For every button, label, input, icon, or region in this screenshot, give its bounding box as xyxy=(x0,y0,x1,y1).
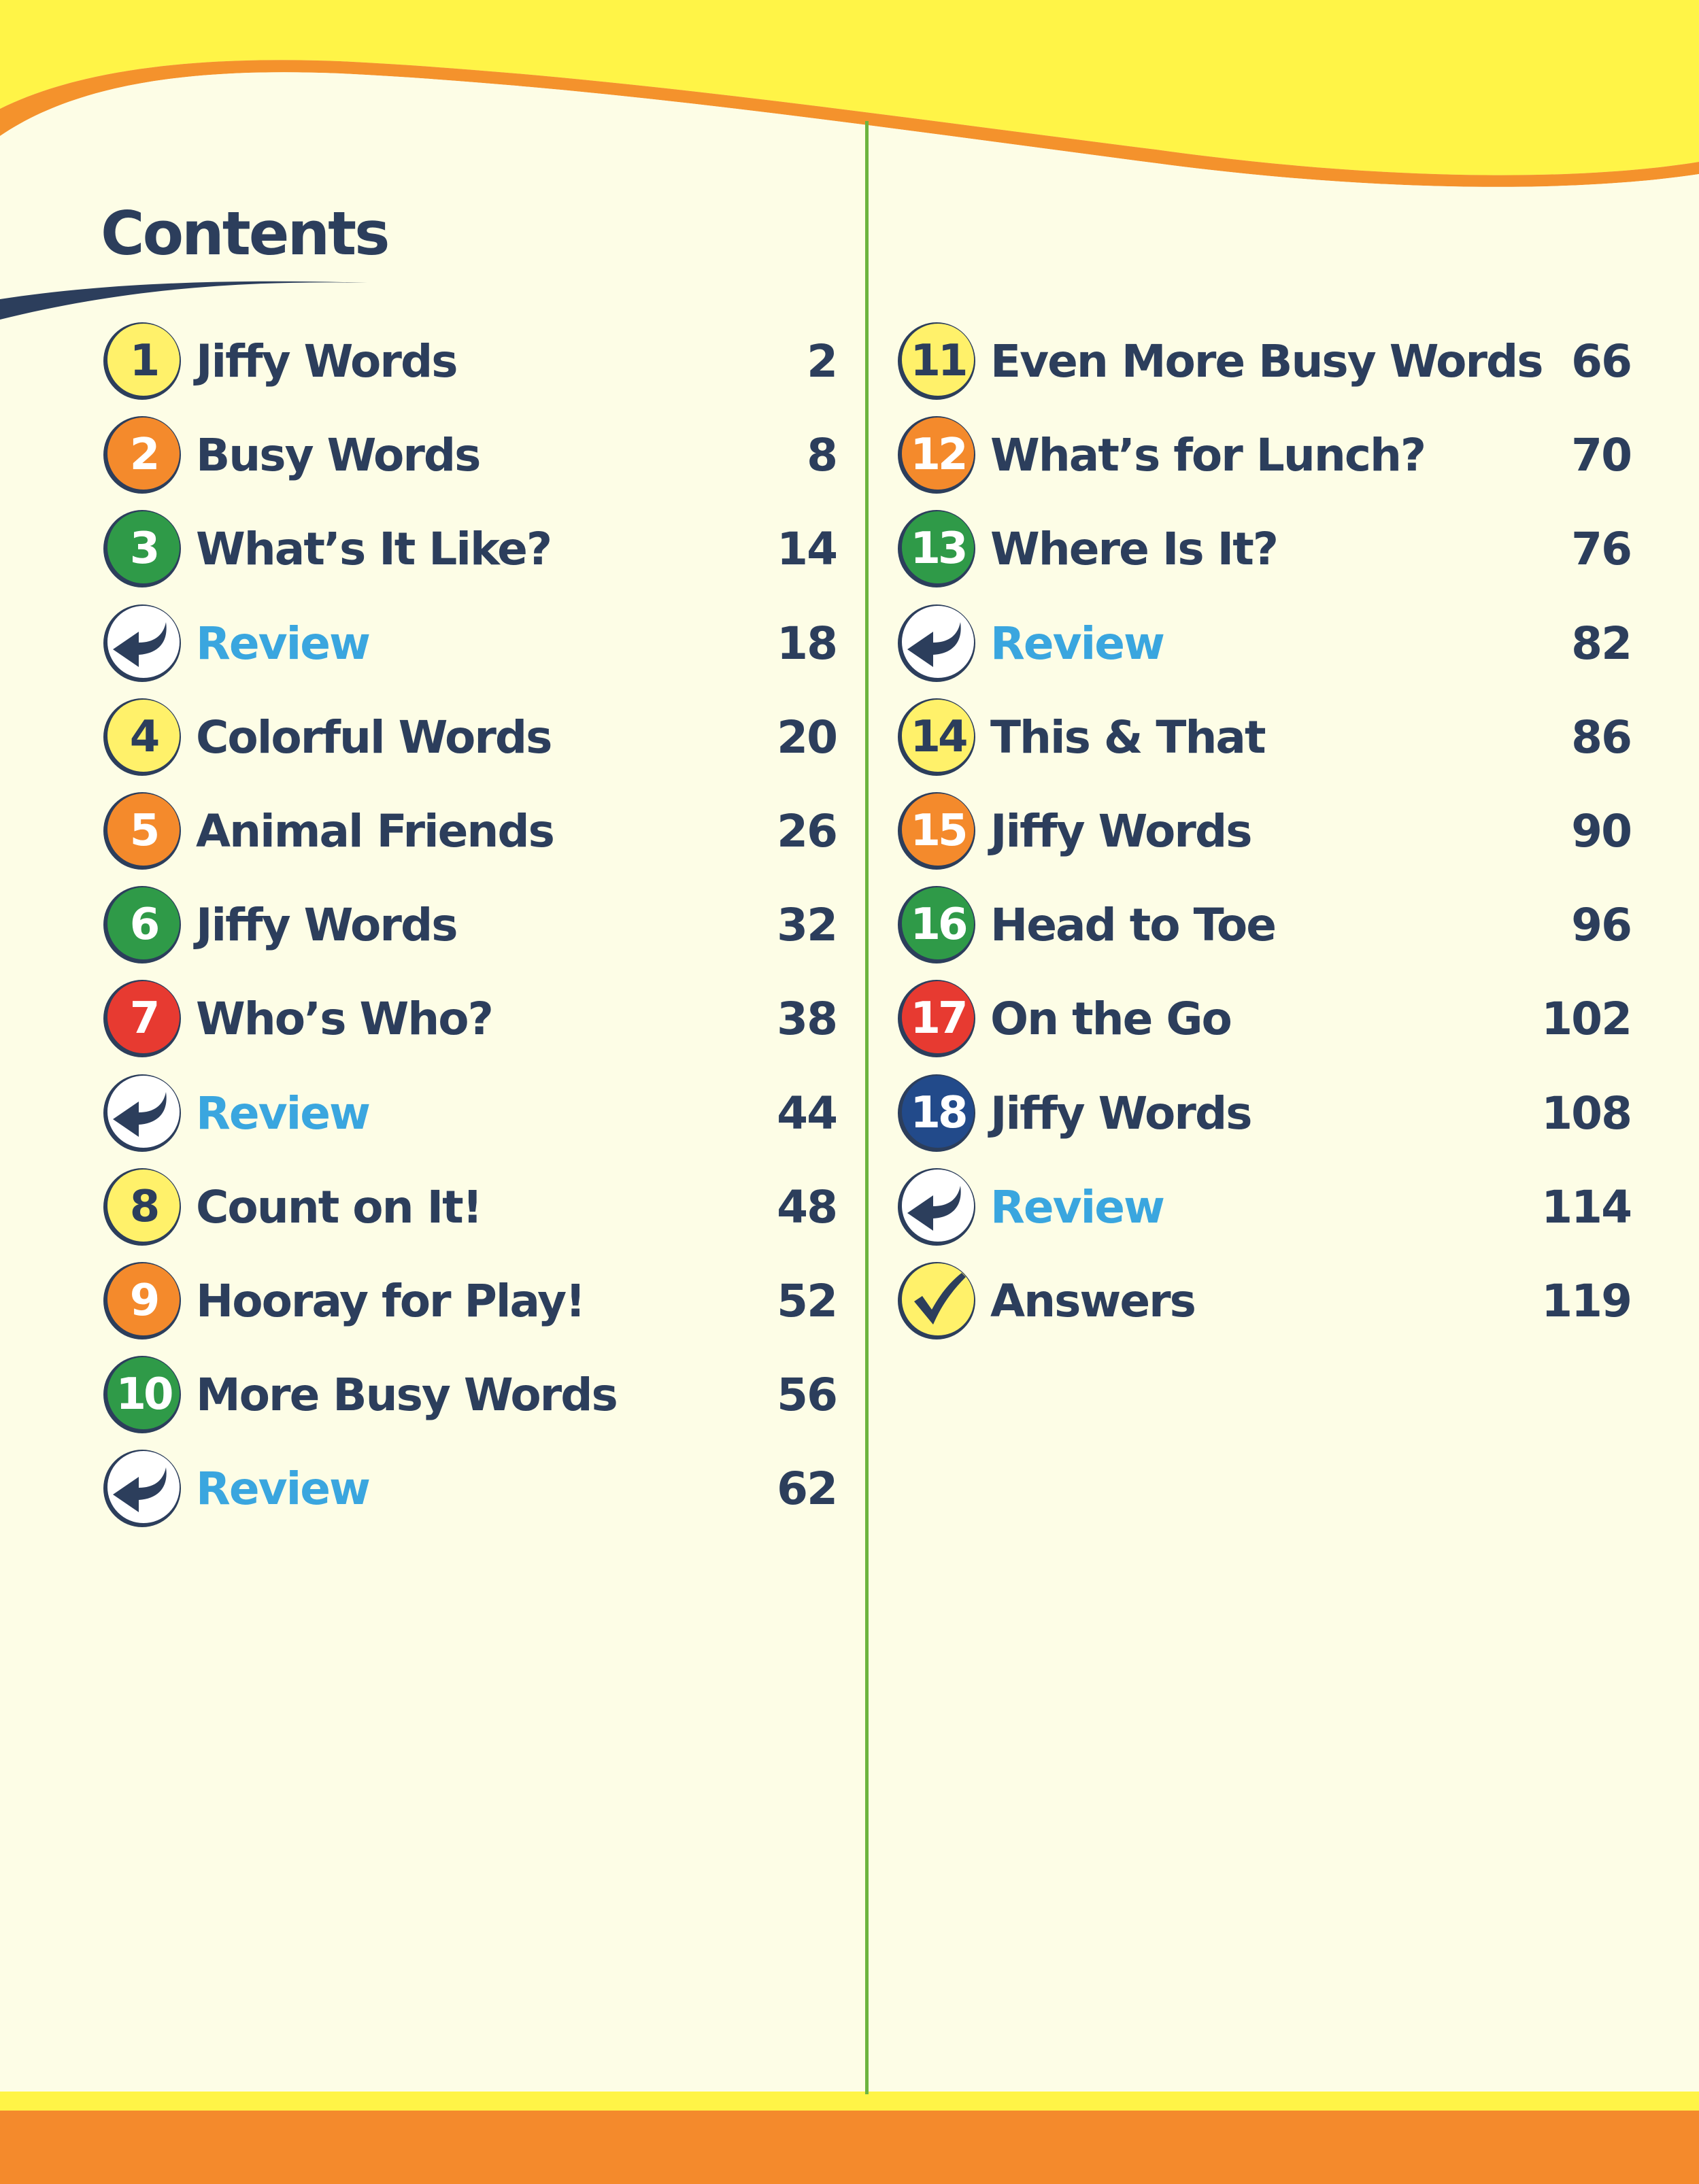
unit-number: 2 xyxy=(129,430,158,480)
unit-entry xyxy=(895,789,1631,874)
entry-page-number: 90 xyxy=(1571,805,1631,857)
unit-number-badge xyxy=(101,789,184,872)
unit-number: 18 xyxy=(910,1088,966,1138)
review-arrow-icon xyxy=(895,1165,978,1248)
entry-page-number: 48 xyxy=(777,1181,837,1233)
review-entry xyxy=(101,602,837,686)
unit-number: 1 xyxy=(129,336,158,386)
unit-number: 11 xyxy=(910,336,966,386)
unit-entry xyxy=(895,696,1631,780)
entry-title: Who’s Who? xyxy=(196,993,492,1045)
checkmark-icon xyxy=(895,1259,978,1342)
unit-number: 5 xyxy=(129,806,158,856)
unit-number-badge xyxy=(895,883,978,966)
unit-number: 15 xyxy=(910,806,966,856)
unit-entry xyxy=(101,320,837,404)
answers-entry xyxy=(895,1259,1631,1344)
entry-title: Answers xyxy=(990,1275,1195,1327)
unit-number-badge xyxy=(101,977,184,1060)
unit-number: 13 xyxy=(910,524,966,574)
entry-title: This & That xyxy=(990,711,1265,764)
unit-number-badge xyxy=(101,1165,184,1248)
unit-number: 16 xyxy=(910,900,966,950)
unit-entry xyxy=(895,883,1631,968)
unit-number-badge xyxy=(101,696,184,779)
entry-page-number: 66 xyxy=(1571,335,1631,388)
entry-page-number: 82 xyxy=(1571,617,1631,670)
entry-page-number: 8 xyxy=(807,429,837,481)
unit-entry xyxy=(101,1353,837,1437)
entry-title: Count on It! xyxy=(196,1181,482,1233)
entry-page-number: 20 xyxy=(777,711,837,764)
entry-title: What’s for Lunch? xyxy=(990,429,1426,481)
entry-title: Jiffy Words xyxy=(196,899,457,951)
unit-number: 9 xyxy=(129,1276,158,1326)
unit-number: 10 xyxy=(116,1369,171,1420)
entry-title: Even More Busy Words xyxy=(990,335,1543,388)
unit-entry xyxy=(895,977,1631,1061)
unit-number-badge xyxy=(895,507,978,590)
entry-title: On the Go xyxy=(990,993,1231,1045)
unit-number-badge xyxy=(895,977,978,1060)
entry-page-number: 62 xyxy=(777,1463,837,1515)
unit-number-badge xyxy=(895,320,978,403)
unit-entry xyxy=(895,320,1631,404)
unit-entry xyxy=(101,1165,837,1250)
unit-entry xyxy=(101,507,837,592)
entry-title: Review xyxy=(196,617,369,670)
unit-entry xyxy=(101,789,837,874)
unit-number-badge xyxy=(895,696,978,779)
entry-title: Review xyxy=(196,1087,369,1140)
entry-title: Busy Words xyxy=(196,429,480,481)
review-entry xyxy=(101,1072,837,1156)
unit-number: 12 xyxy=(910,430,966,480)
review-arrow-icon xyxy=(101,1447,184,1530)
unit-number: 14 xyxy=(910,712,966,762)
entry-page-number: 38 xyxy=(777,993,837,1045)
entry-page-number: 32 xyxy=(777,899,837,951)
unit-number-badge xyxy=(101,1259,184,1342)
entry-title: Review xyxy=(990,1181,1164,1233)
unit-entry xyxy=(101,883,837,968)
review-entry xyxy=(895,1165,1631,1250)
entry-page-number: 44 xyxy=(777,1087,837,1140)
unit-entry xyxy=(101,696,837,780)
entry-page-number: 52 xyxy=(777,1275,837,1327)
unit-number-badge xyxy=(895,789,978,872)
entry-title: Jiffy Words xyxy=(990,1087,1251,1140)
unit-number: 3 xyxy=(129,524,158,574)
review-entry xyxy=(101,1447,837,1531)
unit-entry xyxy=(895,413,1631,498)
review-entry xyxy=(895,602,1631,686)
unit-number-badge xyxy=(101,320,184,403)
unit-entry xyxy=(895,1072,1631,1156)
unit-number-badge xyxy=(895,413,978,496)
column-divider xyxy=(865,121,869,2094)
entry-page-number: 114 xyxy=(1541,1181,1631,1233)
entry-title: More Busy Words xyxy=(196,1369,617,1421)
entry-page-number: 108 xyxy=(1541,1087,1631,1140)
unit-entry xyxy=(101,1259,837,1344)
unit-number: 7 xyxy=(129,993,158,1044)
entry-title: Review xyxy=(990,617,1164,670)
entry-page-number: 56 xyxy=(777,1369,837,1421)
review-arrow-icon xyxy=(101,1072,184,1155)
entry-title: Head to Toe xyxy=(990,899,1275,951)
entry-title: Jiffy Words xyxy=(990,805,1251,857)
unit-entry xyxy=(101,413,837,498)
entry-page-number: 119 xyxy=(1541,1275,1631,1327)
entry-page-number: 70 xyxy=(1571,429,1631,481)
entry-page-number: 18 xyxy=(777,617,837,670)
entry-page-number: 14 xyxy=(777,523,837,575)
entry-title: Where Is It? xyxy=(990,523,1278,575)
unit-number: 8 xyxy=(129,1182,158,1232)
entry-page-number: 2 xyxy=(807,335,837,388)
unit-number-badge xyxy=(895,1072,978,1155)
entry-title: Animal Friends xyxy=(196,805,554,857)
entry-page-number: 96 xyxy=(1571,899,1631,951)
entry-page-number: 102 xyxy=(1541,993,1631,1045)
page-title: Contents xyxy=(101,199,388,269)
unit-number-badge xyxy=(101,507,184,590)
unit-number-badge xyxy=(101,883,184,966)
entry-page-number: 26 xyxy=(777,805,837,857)
unit-entry xyxy=(101,977,837,1061)
unit-number: 6 xyxy=(129,900,158,950)
unit-number-badge xyxy=(101,1353,184,1436)
entry-page-number: 76 xyxy=(1571,523,1631,575)
entry-title: Colorful Words xyxy=(196,711,552,764)
unit-entry xyxy=(895,507,1631,592)
entry-title: What’s It Like? xyxy=(196,523,552,575)
entry-title: Jiffy Words xyxy=(196,335,457,388)
unit-number-badge xyxy=(101,413,184,496)
review-arrow-icon xyxy=(895,602,978,685)
unit-number: 4 xyxy=(129,712,158,762)
entry-title: Review xyxy=(196,1463,369,1515)
unit-number: 17 xyxy=(910,993,966,1044)
review-arrow-icon xyxy=(101,602,184,685)
entry-title: Hooray for Play! xyxy=(196,1275,585,1327)
entry-page-number: 86 xyxy=(1571,711,1631,764)
